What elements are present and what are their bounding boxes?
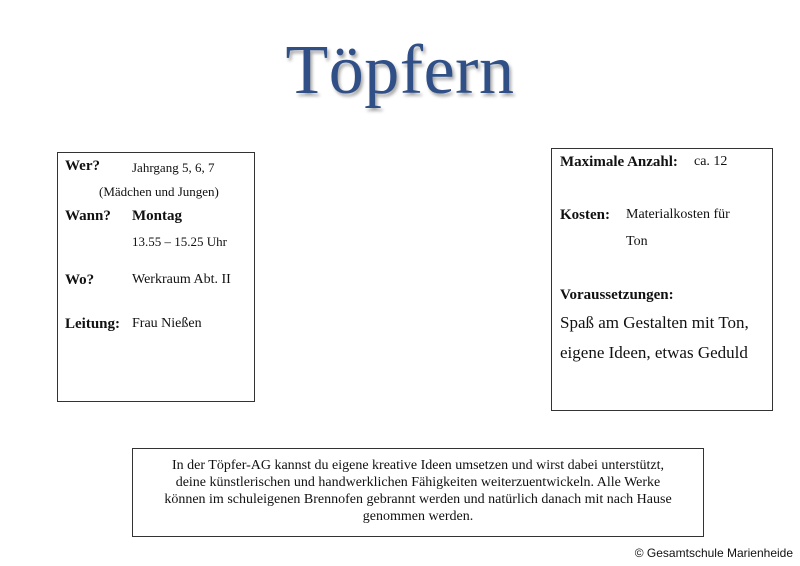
leitung-label: Leitung: [65, 316, 121, 332]
kosten-label: Kosten: [560, 207, 610, 223]
description-text [133, 457, 703, 525]
description-box [132, 448, 704, 537]
info-box-right [551, 148, 773, 411]
voraussetzungen-line1: Spaß am Gestalten mit Ton, [560, 313, 749, 332]
wer-note: (Mädchen und Jungen) [99, 184, 219, 199]
anzahl-label: Maximale Anzahl: [560, 154, 678, 170]
kosten-value-line2: Ton [626, 234, 648, 249]
description-line: genommen werden. [362, 509, 474, 524]
leitung-value: Frau Nießen [132, 316, 202, 331]
copyright-notice: © Gesamtschule Marienheide [634, 546, 793, 560]
kosten-value: Materialkosten für [626, 207, 730, 222]
description-line: In der Töpfer-AG kannst du eigene kreative Ideen umsetzen und wirst dabei unterstützt, [171, 458, 665, 473]
voraussetzungen-label: Voraussetzungen: [560, 287, 674, 303]
voraussetzungen-line2: eigene Ideen, etwas Geduld [560, 343, 748, 362]
wo-value: Werkraum Abt. II [132, 272, 231, 287]
wer-value: Jahrgang 5, 6, 7 [132, 160, 215, 175]
info-box-left [57, 152, 255, 402]
anzahl-value: ca. 12 [694, 154, 728, 169]
wann-label: Wann? [65, 208, 111, 224]
page-title: Töpfern [285, 32, 515, 109]
wann-day: Montag [132, 208, 182, 224]
wer-label: Wer? [65, 158, 100, 174]
wo-label: Wo? [65, 272, 95, 288]
description-line: können im schuleigenen Brennofen gebrannt werden und natürlich danach mit nach Hause [164, 492, 672, 507]
description-line: deine künstlerischen und handwerklichen Fähigkeiten weiterzuentwickeln. Alle Werke [175, 475, 661, 490]
wann-time: 13.55 – 15.25 Uhr [132, 234, 227, 249]
